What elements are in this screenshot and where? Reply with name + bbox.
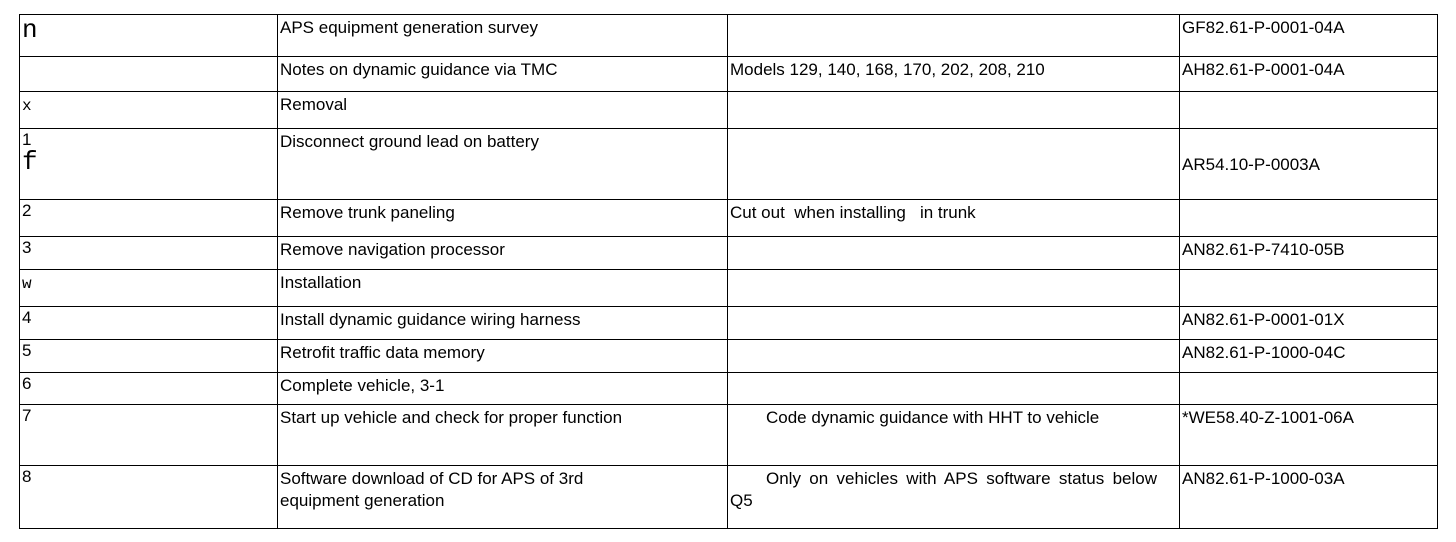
- table-row: [20, 200, 1438, 237]
- step-cell: [20, 129, 278, 200]
- warning-icon: f: [22, 147, 38, 177]
- reference-cell: AH82.61-P-0001-04A: [1180, 57, 1438, 92]
- operation-cell: Install dynamic guidance wiring harness: [278, 307, 728, 340]
- step-number: 6: [22, 374, 32, 393]
- reference-cell: AN82.61-P-7410-05B: [1180, 237, 1438, 270]
- reference-text: AR54.10-P-0003A: [1182, 155, 1320, 174]
- note-cell: [728, 466, 1180, 529]
- table-row: [20, 373, 1438, 405]
- step-cell: [20, 405, 278, 466]
- operation-text: Software download of CD for APS of 3rd equipment generation: [280, 469, 584, 510]
- step-cell: [20, 15, 278, 57]
- operation-cell: Installation: [278, 270, 728, 307]
- note-text: Only on vehicles with APS software status below Q5: [730, 469, 1157, 510]
- step-cell: [20, 373, 278, 405]
- step-cell: [20, 270, 278, 307]
- operation-cell: Remove trunk paneling: [278, 200, 728, 237]
- operation-cell: Notes on dynamic guidance via TMC: [278, 57, 728, 92]
- table-row: [20, 270, 1438, 307]
- table-row: [20, 92, 1438, 129]
- step-cell: [20, 200, 278, 237]
- operation-cell: Start up vehicle and check for proper function: [278, 405, 728, 466]
- step-cell: [20, 237, 278, 270]
- step-number: 5: [22, 341, 32, 360]
- note-text: Code dynamic guidance with HHT to vehicle: [766, 408, 1100, 427]
- operation-cell: Removal: [278, 92, 728, 129]
- operation-cell: Disconnect ground lead on battery: [278, 129, 728, 200]
- note-cell: [728, 307, 1180, 340]
- table-row: [20, 307, 1438, 340]
- document-icon: n: [22, 15, 38, 45]
- reference-cell: [1180, 92, 1438, 129]
- step-cell: [20, 307, 278, 340]
- note-cell: [728, 15, 1180, 57]
- reference-cell: AN82.61-P-1000-04C: [1180, 340, 1438, 373]
- installation-icon: w: [22, 275, 32, 293]
- reference-cell: AN82.61-P-0001-01X: [1180, 307, 1438, 340]
- step-number: 4: [22, 308, 32, 327]
- removal-icon: x: [22, 97, 32, 115]
- step-number: 2: [22, 201, 32, 220]
- table-row: [20, 237, 1438, 270]
- note-cell: [728, 237, 1180, 270]
- note-cell: [728, 92, 1180, 129]
- table-row: [20, 15, 1438, 57]
- table-row: [20, 129, 1438, 200]
- step-cell: [20, 57, 278, 92]
- reference-cell: AN82.61-P-1000-03A: [1180, 466, 1438, 529]
- procedure-table: [19, 14, 1438, 529]
- reference-cell: [1180, 373, 1438, 405]
- note-cell: [728, 373, 1180, 405]
- note-cell: Models 129, 140, 168, 170, 202, 208, 210: [728, 57, 1180, 92]
- note-cell: [728, 200, 1180, 237]
- note-cell: [728, 270, 1180, 307]
- table-row: [20, 405, 1438, 466]
- step-number: 8: [22, 467, 32, 486]
- operation-cell: Complete vehicle, 3-1: [278, 373, 728, 405]
- operation-cell: [278, 466, 728, 529]
- reference-cell: *WE58.40-Z-1001-06A: [1180, 405, 1438, 466]
- step-number: 1: [22, 130, 32, 149]
- step-number: 7: [22, 406, 32, 425]
- note-cell: [728, 129, 1180, 200]
- step-cell: [20, 340, 278, 373]
- note-cell: [728, 340, 1180, 373]
- step-number: 3: [22, 238, 32, 257]
- step-cell: [20, 92, 278, 129]
- table-row: [20, 57, 1438, 92]
- step-cell: [20, 466, 278, 529]
- operation-cell: Retrofit traffic data memory: [278, 340, 728, 373]
- reference-cell: [1180, 129, 1438, 200]
- reference-cell: GF82.61-P-0001-04A: [1180, 15, 1438, 57]
- note-text: Cut out when installing in trunk: [730, 203, 976, 222]
- reference-cell: [1180, 200, 1438, 237]
- operation-cell: APS equipment generation survey: [278, 15, 728, 57]
- note-cell: [728, 405, 1180, 466]
- operation-cell: Remove navigation processor: [278, 237, 728, 270]
- reference-cell: [1180, 270, 1438, 307]
- table-row: [20, 340, 1438, 373]
- table-row: [20, 466, 1438, 529]
